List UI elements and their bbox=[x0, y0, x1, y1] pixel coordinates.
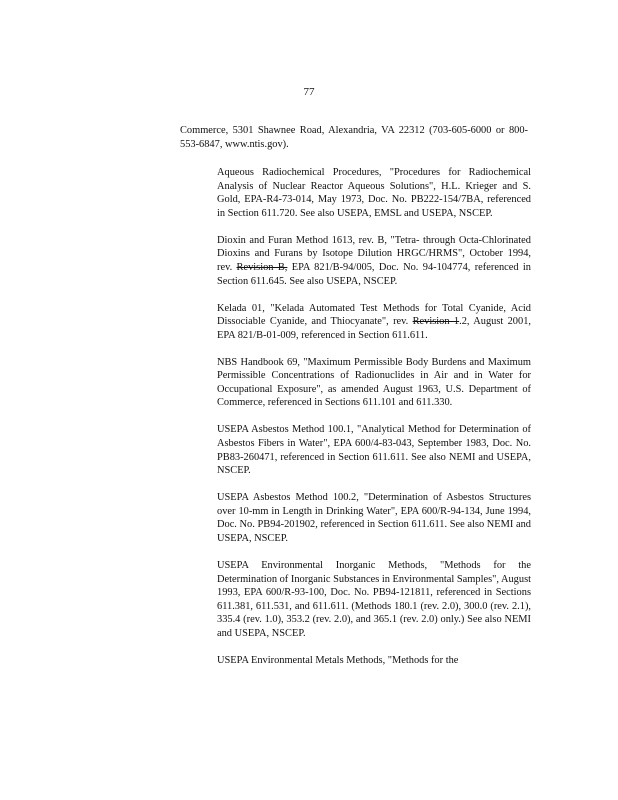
entry-text: Kelada 01, "Kelada Automated Test Methods for Total Cyanide, Acid Dissociable Cyanide, and Thiocyanate", rev. bbox=[217, 302, 531, 328]
entry-text: Dioxin and Furan Method 1613, rev. B, "Tetra- through Octa-Chlorinated Dioxins and Furans by Isotope Dilution HRGC/HRMS", October 1994, rev. bbox=[217, 234, 531, 273]
reference-entry-metals-methods: USEPA Environmental Metals Methods, "Methods for the bbox=[217, 654, 459, 666]
reference-entry-inorganic-methods: USEPA Environmental Inorganic Methods, "Methods for the Determination of Inorganic Substances in Environmental Samples", August 1993, EPA 600/R-93-100, Doc. No. PB94-121811, referenced in Sections 611.381, 611.531, and 611.611. (Methods 180.1 (rev. 2.0), 300.0 (rev. 2.1), 335.4 (rev. 1.0), 353.2 (rev. 2.0), and 365.1 (rev. 2.0) only.) See also NEMI and USEPA, NSCEP. bbox=[217, 560, 531, 639]
reference-entry-aqueous-radiochemical: Aqueous Radiochemical Procedures, "Procedures for Radiochemical Analysis of Nuclear Reactor Aqueous Solutions", H.L. Krieger and S. Gold, EPA-R4-73-014, May 1973, Doc. No. PB222-154/7BA, referenced in Section 611.720. See also USEPA, EMSL and USEPA, NSCEP. bbox=[217, 167, 531, 219]
entry-text: EPA 821/B-94/005, Doc. No. 94-104774, referenced in Section 611.645. See also USEPA, NSCEP. bbox=[217, 261, 531, 287]
page-number: 77 bbox=[303, 86, 315, 98]
reference-entry-dioxin-furan bbox=[217, 234, 531, 288]
continued-paragraph: Commerce, 5301 Shawnee Road, Alexandria, VA 22312 (703-605-6000 or 800-553-6847, www.ntis.gov). bbox=[180, 125, 528, 150]
struck-text: Revision B, bbox=[236, 261, 288, 273]
reference-entry-kelada bbox=[217, 302, 531, 343]
struck-text: Revision 1 bbox=[412, 316, 460, 328]
entry-text: .2, August 2001, EPA 821/B-01-009, referenced in Section 611.611. bbox=[217, 316, 531, 341]
reference-list bbox=[217, 166, 531, 681]
reference-entry-asbestos-100-1: USEPA Asbestos Method 100.1, "Analytical Method for Determination of Asbestos Fibers in Water", EPA 600/4-83-043, September 1983, Doc. No. PB83-260471, referenced in Section 611.611. See also NEMI and USEPA, NSCEP. bbox=[217, 424, 531, 477]
reference-entry-nbs-handbook: NBS Handbook 69, "Maximum Permissible Body Burdens and Maximum Permissible Concentrations of Radionuclides in Air and in Water for Occupational Exposure", as amended August 1963, U.S. Department of Commerce, referenced in Sections 611.101 and 611.330. bbox=[217, 356, 531, 409]
reference-entry-asbestos-100-2: USEPA Asbestos Method 100.2, "Determination of Asbestos Structures over 10-mm in Length in Drinking Water", EPA 600/R-94-134, June 1994, Doc. No. PB94-201902, referenced in Section 611.611. See also NEMI and USEPA, NSCEP. bbox=[217, 492, 531, 545]
